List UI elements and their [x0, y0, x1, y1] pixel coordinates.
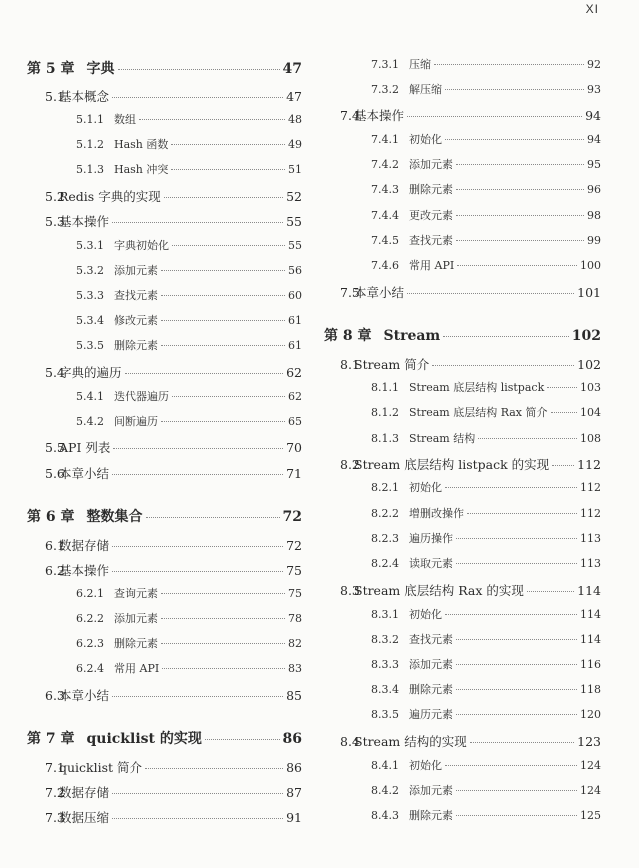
toc-entry-section: 7.2 数据存储 87	[45, 785, 302, 800]
toc-entry-page: 62	[286, 365, 302, 380]
toc-entry-page: 124	[580, 784, 601, 797]
toc-entry-number: 7.4.6	[371, 259, 399, 272]
toc-entry-number: 5.3.5	[76, 339, 104, 352]
toc-entry-title: quicklist 的实现	[86, 731, 202, 747]
toc-entry-number: 5.4.1	[76, 390, 104, 403]
toc-entry-page: 86	[282, 731, 302, 747]
toc-entry-page: 61	[288, 339, 302, 352]
toc-entry-sub	[371, 631, 601, 647]
toc-entry-sub	[76, 337, 302, 353]
dot-leader	[162, 668, 285, 669]
dot-leader	[113, 448, 283, 449]
dot-leader	[445, 765, 577, 766]
toc-entry-sub	[76, 312, 302, 328]
toc-entry-number: 8.4.3	[371, 809, 399, 822]
toc-entry-page: 102	[577, 357, 601, 372]
toc-entry-sub	[371, 81, 601, 97]
toc-entry-chapter	[27, 58, 302, 78]
toc-entry-sub	[371, 131, 601, 147]
page-number: XI	[585, 2, 599, 16]
toc-entry-chapter	[27, 728, 302, 748]
toc-entry-title: 增删改操作	[409, 507, 464, 520]
toc-entry-title: 数据存储	[59, 785, 110, 800]
toc-entry-title: Redis 字典的实现	[59, 189, 161, 204]
toc-entry-sub	[371, 656, 601, 672]
toc-entry-sub	[76, 660, 302, 676]
toc-entry-title: 删除元素	[409, 809, 453, 822]
dot-leader	[112, 97, 283, 98]
toc-entry-sub	[76, 388, 302, 404]
toc-entry-page: 91	[286, 810, 302, 825]
dot-leader	[456, 815, 577, 816]
dot-leader	[478, 438, 577, 439]
toc-entry-title: 数据压缩	[59, 810, 110, 825]
toc-entry-sub	[371, 232, 601, 248]
toc-entry-page: 55	[286, 214, 302, 229]
toc-entry-page: 95	[587, 158, 601, 171]
dot-leader	[445, 487, 577, 488]
toc-entry-page: 60	[288, 289, 302, 302]
toc-entry-title: 字典	[86, 61, 115, 77]
dot-leader	[456, 790, 577, 791]
toc-entry-sub	[76, 610, 302, 626]
toc-entry-page: 87	[286, 785, 302, 800]
toc-entry-section: 5.4 字典的遍历 62	[45, 365, 302, 380]
toc-entry-title: 初始化	[409, 481, 442, 494]
dot-leader	[161, 643, 285, 644]
toc-entry-sub	[371, 257, 601, 273]
toc-entry-sub	[371, 606, 601, 622]
toc-entry-page: 125	[580, 809, 601, 822]
toc-entry-sub	[371, 782, 601, 798]
toc-entry-sub	[371, 706, 601, 722]
toc-entry-title: 添加元素	[114, 264, 158, 277]
toc-entry-number: 5.1.2	[76, 138, 104, 151]
toc-entry-number: 6.2.1	[76, 587, 104, 600]
toc-entry-title: 查找元素	[114, 289, 158, 302]
toc-entry-page: 108	[580, 432, 601, 445]
toc-entry-title: 迭代器遍历	[114, 390, 169, 403]
toc-entry-number: 5.3.4	[76, 314, 104, 327]
toc-entry-sub	[76, 111, 302, 127]
dot-leader	[118, 69, 280, 70]
toc-entry-number: 7.4.2	[371, 158, 399, 171]
dot-leader	[161, 320, 285, 321]
dot-leader	[112, 793, 283, 794]
toc-entry-page: 112	[577, 457, 601, 472]
toc-entry-title: 字典的遍历	[59, 365, 122, 380]
toc-entry-title: 解压缩	[409, 83, 442, 96]
toc-entry-page: 72	[286, 538, 302, 553]
toc-entry-page: 47	[286, 89, 302, 104]
toc-entry-sub	[371, 681, 601, 697]
dot-leader	[125, 373, 284, 374]
toc-entry-page: 65	[288, 415, 302, 428]
toc-entry-number: 第 5 章	[27, 61, 75, 77]
dot-leader	[457, 265, 577, 266]
toc-entry-page: 86	[286, 760, 302, 775]
toc-entry-number: 5.3.1	[76, 239, 104, 252]
dot-leader	[432, 365, 574, 366]
toc-entry-title: 基本概念	[59, 89, 110, 104]
toc-entry-title: 读取元素	[409, 557, 453, 570]
toc-entry-title: Stream 底层结构 Rax 简介	[409, 406, 548, 419]
toc-entry-title: 常用 API	[114, 662, 160, 675]
toc-entry-page: 78	[288, 612, 302, 625]
toc-entry-page: 70	[286, 440, 302, 455]
dot-leader	[112, 222, 283, 223]
toc-entry-page: 61	[288, 314, 302, 327]
toc-entry-title: 常用 API	[409, 259, 455, 272]
toc-entry-page: 62	[288, 390, 302, 403]
toc-entry-title: 修改元素	[114, 314, 158, 327]
toc-entry-section: 6.3 本章小结 85	[45, 688, 302, 703]
dot-leader	[171, 144, 285, 145]
toc-entry-title: 基本操作	[59, 563, 110, 578]
toc-entry-number: 8.3.2	[371, 633, 399, 646]
toc-entry-sub	[371, 207, 601, 223]
toc-entry-number: 8.3.5	[371, 708, 399, 721]
toc-entry-number: 8.4.1	[371, 759, 399, 772]
dot-leader	[205, 739, 280, 740]
toc-entry-sub	[76, 287, 302, 303]
toc-entry-title: Stream 底层结构 Rax 的实现	[354, 583, 524, 598]
toc-entry-section: 6.2 基本操作 75	[45, 563, 302, 578]
dot-leader	[172, 245, 285, 246]
toc-entry-sub	[371, 181, 601, 197]
toc-entry-section: 5.2 Redis 字典的实现 52	[45, 189, 302, 204]
dot-leader	[161, 593, 285, 594]
toc-entry-section: 8.2 Stream 底层结构 listpack 的实现 112	[340, 457, 601, 472]
toc-entry-section: 8.1 Stream 简介 102	[340, 357, 601, 372]
toc-entry-title: 添加元素	[409, 658, 453, 671]
toc-entry-title: 遍历操作	[409, 532, 453, 545]
toc-entry-title: 字典初始化	[114, 239, 169, 252]
toc-entry-title: 数据存储	[59, 538, 110, 553]
dot-leader	[456, 714, 577, 715]
toc-entry-number: 第 8 章	[324, 328, 372, 344]
toc-entry-number: 6.2.4	[76, 662, 104, 675]
dot-leader	[456, 563, 577, 564]
toc-entry-sub	[371, 757, 601, 773]
toc-entry-title: 遍历元素	[409, 708, 453, 721]
dot-leader	[434, 64, 584, 65]
dot-leader	[112, 474, 283, 475]
toc-entry-sub	[371, 555, 601, 571]
toc-entry-page: 82	[288, 637, 302, 650]
toc-entry-title: 删除元素	[409, 683, 453, 696]
dot-leader	[445, 614, 577, 615]
dot-leader	[146, 517, 280, 518]
toc-entry-number: 6.2.3	[76, 637, 104, 650]
toc-entry-number: 8.1.1	[371, 381, 399, 394]
dot-leader	[171, 169, 285, 170]
dot-leader	[456, 164, 584, 165]
toc-entry-title: 初始化	[409, 759, 442, 772]
toc-entry-number: 5.3.2	[76, 264, 104, 277]
toc-entry-page: 120	[580, 708, 601, 721]
toc-entry-page: 99	[587, 234, 601, 247]
toc-entry-title: 更改元素	[409, 209, 453, 222]
toc-entry-title: 本章小结	[59, 688, 110, 703]
toc-entry-sub	[76, 136, 302, 152]
toc-entry-title: Stream 底层结构 listpack 的实现	[354, 457, 550, 472]
toc-entry-section: 7.1 quicklist 简介 86	[45, 760, 302, 775]
toc-entry-number: 8.4.2	[371, 784, 399, 797]
dot-leader	[456, 689, 577, 690]
toc-entry-sub	[76, 262, 302, 278]
toc-entry-page: 113	[580, 557, 601, 570]
dot-leader	[407, 293, 574, 294]
toc-entry-page: 47	[282, 61, 302, 77]
toc-entry-section: 5.6 本章小结 71	[45, 466, 302, 481]
toc-entry-title: API 列表	[59, 440, 111, 455]
toc-entry-page: 92	[587, 58, 601, 71]
toc-entry-number: 6.2.2	[76, 612, 104, 625]
toc-entry-title: 基本操作	[59, 214, 110, 229]
toc-entry-title: 添加元素	[409, 784, 453, 797]
dot-leader	[443, 336, 569, 337]
dot-leader	[456, 538, 577, 539]
toc-entry-sub	[76, 161, 302, 177]
dot-leader	[456, 664, 577, 665]
toc-entry-page: 103	[580, 381, 601, 394]
toc-entry-page: 114	[580, 608, 601, 621]
dot-leader	[161, 421, 285, 422]
toc-entry-page: 52	[286, 189, 302, 204]
toc-entry-number: 8.3.1	[371, 608, 399, 621]
toc-entry-title: 本章小结	[59, 466, 110, 481]
toc-entry-page: 83	[288, 662, 302, 675]
toc-entry-number: 7.3.2	[371, 83, 399, 96]
toc-entry-page: 112	[580, 481, 601, 494]
toc-entry-title: Hash 冲突	[114, 163, 169, 176]
toc-entry-sub	[371, 404, 601, 420]
toc-entry-title: 基本操作	[354, 108, 405, 123]
toc-entry-page: 123	[577, 734, 601, 749]
toc-entry-title: 初始化	[409, 133, 442, 146]
toc-entry-title: Hash 函数	[114, 138, 169, 151]
toc-entry-page: 72	[282, 509, 302, 525]
dot-leader	[161, 618, 285, 619]
dot-leader	[112, 571, 283, 572]
toc-entry-title: 删除元素	[114, 339, 158, 352]
toc-entry-section: 6.1 数据存储 72	[45, 538, 302, 553]
toc-entry-sub	[371, 56, 601, 72]
toc-entry-page: 49	[288, 138, 302, 151]
toc-entry-number: 8.2.2	[371, 507, 399, 520]
toc-entry-section: 8.4 Stream 结构的实现 123	[340, 734, 601, 749]
toc-entry-sub	[371, 156, 601, 172]
toc-entry-page: 114	[580, 633, 601, 646]
toc-entry-page: 113	[580, 532, 601, 545]
dot-leader	[139, 119, 285, 120]
dot-leader	[527, 591, 574, 592]
toc-entry-page: 104	[580, 406, 601, 419]
toc-entry-title: 压缩	[409, 58, 431, 71]
toc-entry-sub	[371, 505, 601, 521]
toc-entry-page: 75	[288, 587, 302, 600]
toc-entry-section: 5.5 API 列表 70	[45, 440, 302, 455]
toc-entry-page: 100	[580, 259, 601, 272]
toc-entry-title: 整数集合	[86, 509, 143, 525]
dot-leader	[445, 89, 584, 90]
toc-entry-number: 8.3.3	[371, 658, 399, 671]
toc-entry-title: 删除元素	[409, 183, 453, 196]
dot-leader	[407, 116, 582, 117]
toc-entry-page: 56	[288, 264, 302, 277]
toc-entry-number: 8.2.4	[371, 557, 399, 570]
toc-entry-number: 5.1.3	[76, 163, 104, 176]
toc-entry-sub	[76, 413, 302, 429]
dot-leader	[112, 696, 283, 697]
toc-entry-title: 间断遍历	[114, 415, 158, 428]
toc-entry-title: 查找元素	[409, 234, 453, 247]
toc-entry-number: 5.4.2	[76, 415, 104, 428]
toc-entry-title: 数组	[114, 113, 136, 126]
toc-entry-number: 8.1.3	[371, 432, 399, 445]
toc-entry-title: 初始化	[409, 608, 442, 621]
toc-entry-title: Stream 结构的实现	[354, 734, 467, 749]
toc-entry-number: 5.3.3	[76, 289, 104, 302]
dot-leader	[456, 189, 584, 190]
dot-leader	[172, 396, 285, 397]
toc-entry-section: 7.4 基本操作 94	[340, 108, 601, 123]
toc-entry-number: 7.3.1	[371, 58, 399, 71]
toc-entry-page: 96	[587, 183, 601, 196]
toc-entry-section: 5.3 基本操作 55	[45, 214, 302, 229]
toc-entry-number: 7.4.5	[371, 234, 399, 247]
toc-entry-number: 5.1.1	[76, 113, 104, 126]
toc-entry-section: 8.3 Stream 底层结构 Rax 的实现 114	[340, 583, 601, 598]
toc-entry-section: 5.1 基本概念 47	[45, 89, 302, 104]
toc-entry-page: 112	[580, 507, 601, 520]
toc-entry-page: 116	[580, 658, 601, 671]
toc-entry-page: 93	[587, 83, 601, 96]
toc-entry-page: 85	[286, 688, 302, 703]
toc-entry-page: 118	[580, 683, 601, 696]
dot-leader	[112, 818, 283, 819]
toc-entry-title: 查询元素	[114, 587, 158, 600]
toc-entry-page: 94	[585, 108, 601, 123]
toc-entry-title: 添加元素	[409, 158, 453, 171]
toc-entry-section: 7.3 数据压缩 91	[45, 810, 302, 825]
toc-entry-page: 98	[587, 209, 601, 222]
toc-entry-page: 55	[288, 239, 302, 252]
dot-leader	[552, 465, 574, 466]
toc-entry-page: 94	[587, 133, 601, 146]
dot-leader	[470, 742, 574, 743]
dot-leader	[164, 197, 283, 198]
toc-entry-title: 本章小结	[354, 285, 405, 300]
toc-entry-number: 7.4.3	[371, 183, 399, 196]
toc-entry-number: 第 6 章	[27, 509, 75, 525]
toc-entry-page: 71	[286, 466, 302, 481]
toc-entry-section: 7.5 本章小结 101	[340, 285, 601, 300]
dot-leader	[551, 412, 578, 413]
toc-entry-number: 8.2.1	[371, 481, 399, 494]
dot-leader	[161, 295, 285, 296]
toc-entry-page: 51	[288, 163, 302, 176]
toc-entry-chapter	[324, 325, 601, 345]
dot-leader	[145, 768, 283, 769]
toc-entry-number: 7.4.1	[371, 133, 399, 146]
toc-entry-sub	[76, 585, 302, 601]
toc-entry-number: 8.2.3	[371, 532, 399, 545]
toc-entry-number: 7.4.4	[371, 209, 399, 222]
dot-leader	[456, 240, 584, 241]
toc-entry-page: 114	[577, 583, 601, 598]
toc-entry-title: quicklist 简介	[59, 760, 143, 775]
toc-entry-title: 查找元素	[409, 633, 453, 646]
toc-entry-title: 添加元素	[114, 612, 158, 625]
toc-entry-page: 75	[286, 563, 302, 578]
toc-entry-title: Stream 结构	[409, 432, 476, 445]
toc-entry-title: 删除元素	[114, 637, 158, 650]
toc-entry-page: 48	[288, 113, 302, 126]
toc-entry-title: Stream	[383, 328, 441, 344]
dot-leader	[445, 139, 584, 140]
toc-entry-chapter	[27, 506, 302, 526]
dot-leader	[112, 546, 283, 547]
dot-leader	[467, 513, 577, 514]
toc-entry-sub	[76, 635, 302, 651]
toc-entry-page: 124	[580, 759, 601, 772]
toc-entry-sub	[371, 479, 601, 495]
toc-entry-number: 8.1.2	[371, 406, 399, 419]
dot-leader	[547, 387, 577, 388]
dot-leader	[161, 345, 285, 346]
dot-leader	[161, 270, 285, 271]
toc-entry-number: 第 7 章	[27, 731, 75, 747]
toc-entry-number: 8.3.4	[371, 683, 399, 696]
dot-leader	[456, 215, 584, 216]
toc-entry-sub	[371, 530, 601, 546]
dot-leader	[456, 639, 577, 640]
toc-entry-sub	[371, 807, 601, 823]
toc-entry-sub	[371, 430, 601, 446]
toc-entry-page: 102	[571, 328, 601, 344]
toc-entry-sub	[371, 379, 601, 395]
toc-entry-title: Stream 底层结构 listpack	[409, 381, 545, 394]
toc-entry-sub	[76, 237, 302, 253]
toc-entry-title: Stream 简介	[354, 357, 430, 372]
toc-entry-page: 101	[577, 285, 601, 300]
